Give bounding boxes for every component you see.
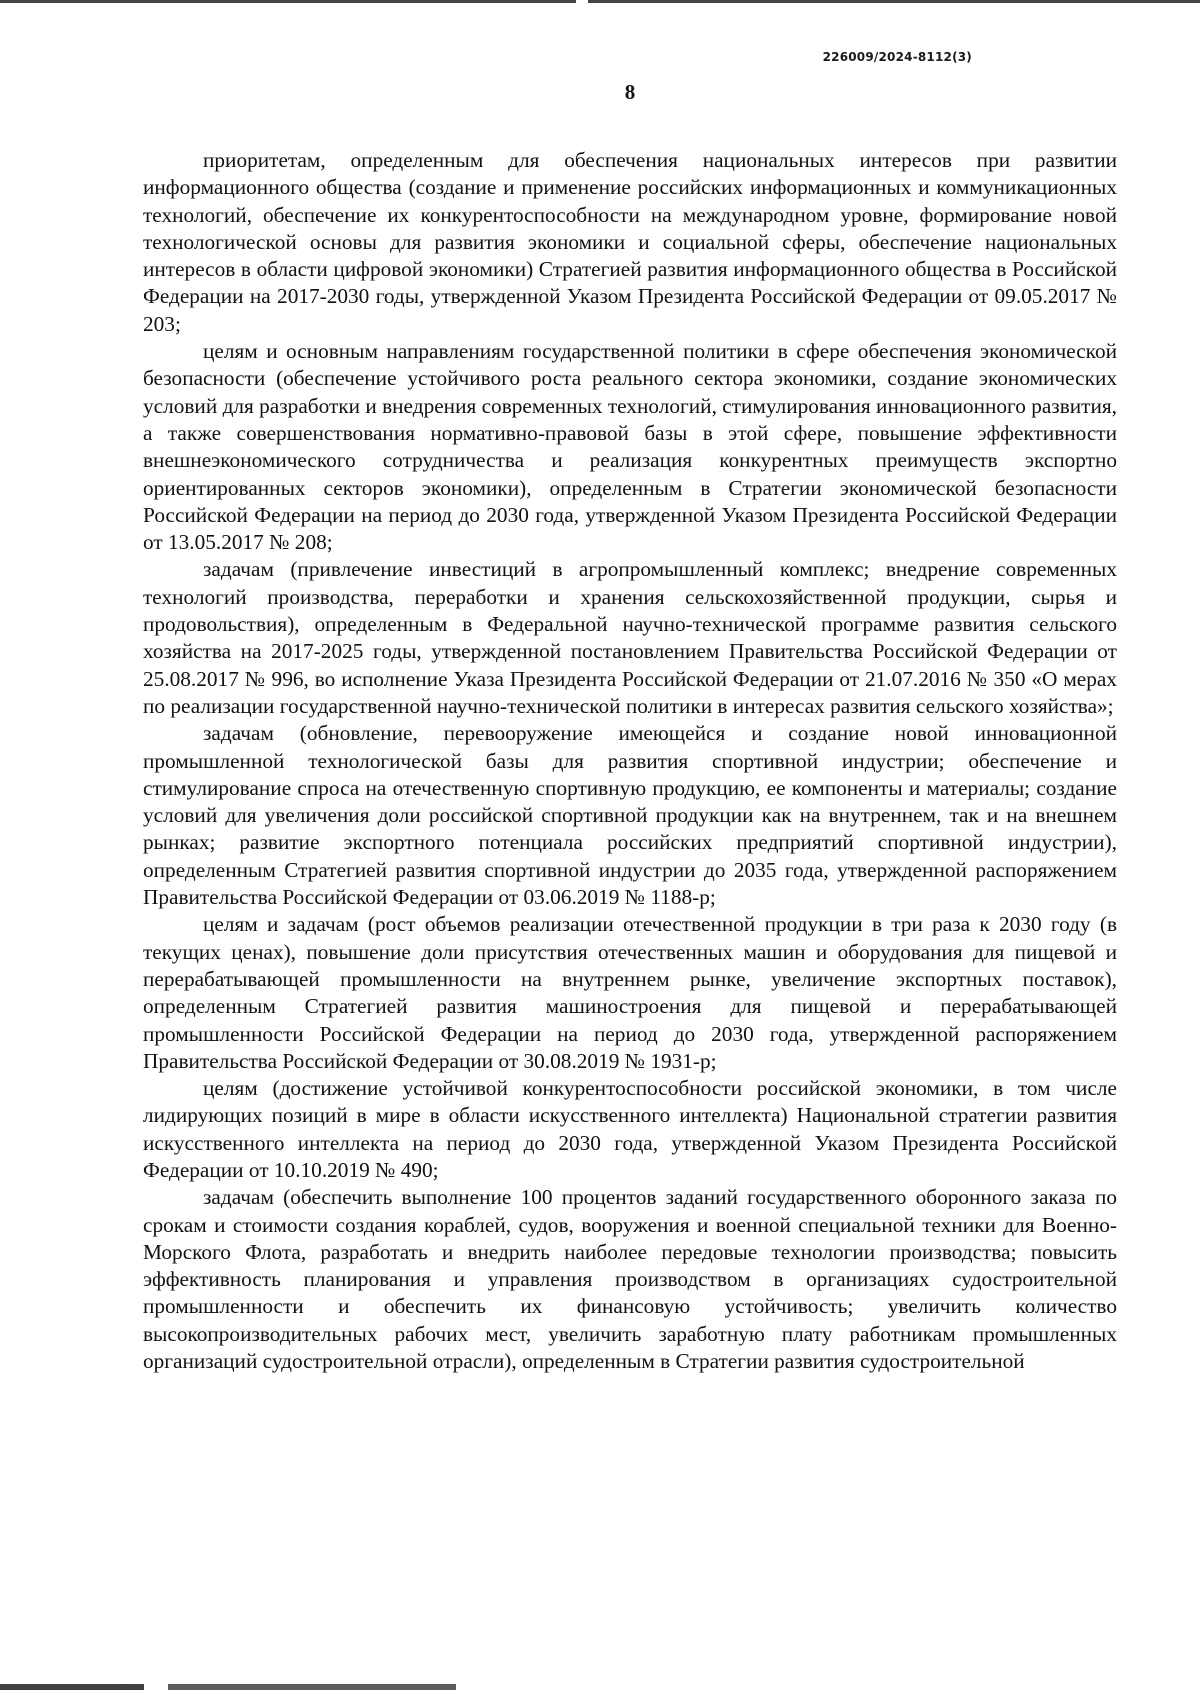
document-number: 226009/2024-8112(3) (822, 50, 972, 64)
paragraph-sports-industry: задачам (обновление, перевооружение имеющейся и создание новой инновационной промышленной технологической базы для развития спортивной индустрии; обеспечение и стимулирование спроса на отечественную спортивную продукцию, ее компоненты и материалы; создание условий для увеличения доли российской спортивной продукции как на внутреннем, так и на внешнем рынках; развитие экспортного потенциала российских предприятий спортивной индустрии), определенным Стратегией развития спортивной индустрии до 2035 года, утвержденной распоряжением Правительства Российской Федерации от 03.06.2019 № 1188-р; (143, 721, 1117, 910)
paragraph-agriculture-program: задачам (привлечение инвестиций в агропромышленный комплекс; внедрение современных технологий производства, переработки и хранения сельскохозяйственной продукции, сырья и продовольствия), определенным в Федеральной научно-технической программе развития сельского хозяйства на 2017-2025 годы, утвержденной постановлением Правительства Российской Федерации от 25.08.2017 № 996, во исполнение Указа Президента Российской Федерации от 21.07.2016 № 350 «О мерах по реализации государственной научно-технической политики в интересах развития сельского хозяйства»; (143, 557, 1117, 718)
paragraph-food-machinery: целям и задачам (рост объемов реализации отечественной продукции в три раза к 2030 году (в текущих ценах), повышение доли присутствия отечественных машин и оборудования для пищевой и перерабатывающей промышленности на внутреннем рынке, увеличение экспортных поставок), определенным Стратегией развития машиностроения для пищевой и перерабатывающей промышленности Российской Федерации на период до 2030 года, утвержденной распоряжением Правительства Российской Федерации от 30.08.2019 № 1931-р; (143, 912, 1117, 1073)
paragraph-economic-security: целям и основным направлениям государственной политики в сфере обеспечения экономической безопасности (обеспечение устойчивого роста реального сектора экономики, создание экономических условий для разработки и внедрения современных технологий, стимулирования инновационного развития, а также совершенствования нормативно-правовой базы в этой сфере, повышение эффективности внешнеэкономического сотрудничества и реализация конкурентных преимуществ экспортно ориентированных секторов экономики), определенным в Стратегии экономической безопасности Российской Федерации на период до 2030 года, утвержденной Указом Президента Российской Федерации от 13.05.2017 № 208; (143, 339, 1117, 555)
paragraph-shipbuilding: задачам (обеспечить выполнение 100 процентов заданий государственного оборонного заказа по срокам и стоимости создания кораблей, судов, вооружения и военной специальной техники для Военно-Морского Флота, разработать и внедрить наиболее передовые технологии производства; повысить эффективность планирования и управления производством в организациях судостроительной промышленности и обеспечить их финансовую устойчивость; увеличить количество высокопроизводительных рабочих мест, увеличить заработную плату работникам промышленных организаций судостроительной отрасли), определенным в Стратегии развития судостроительной (143, 1185, 1117, 1374)
scan-edge-bottom (0, 1684, 1200, 1690)
document-body (143, 147, 1117, 1375)
scan-edge-top (0, 0, 1200, 3)
paragraph-artificial-intelligence: целям (достижение устойчивой конкурентоспособности российской экономики, в том числе лидирующих позиций в мире в области искусственного интеллекта) Национальной стратегии развития искусственного интеллекта на период до 2030 года, утвержденной Указом Президента Российской Федерации от 10.10.2019 № 490; (143, 1076, 1117, 1182)
page-number: 8 (624, 80, 636, 104)
paragraph-information-society: приоритетам, определенным для обеспечения национальных интересов при развитии информационного общества (создание и применение российских информационных и коммуникационных технологий, обеспечение их конкурентоспособности на международном уровне, формирование новой технологической основы для развития экономики и социальной сферы, обеспечение национальных интересов в области цифровой экономики) Стратегией развития информационного общества в Российской Федерации на 2017-2030 годы, утвержденной Указом Президента Российской Федерации от 09.05.2017 № 203; (143, 148, 1117, 336)
